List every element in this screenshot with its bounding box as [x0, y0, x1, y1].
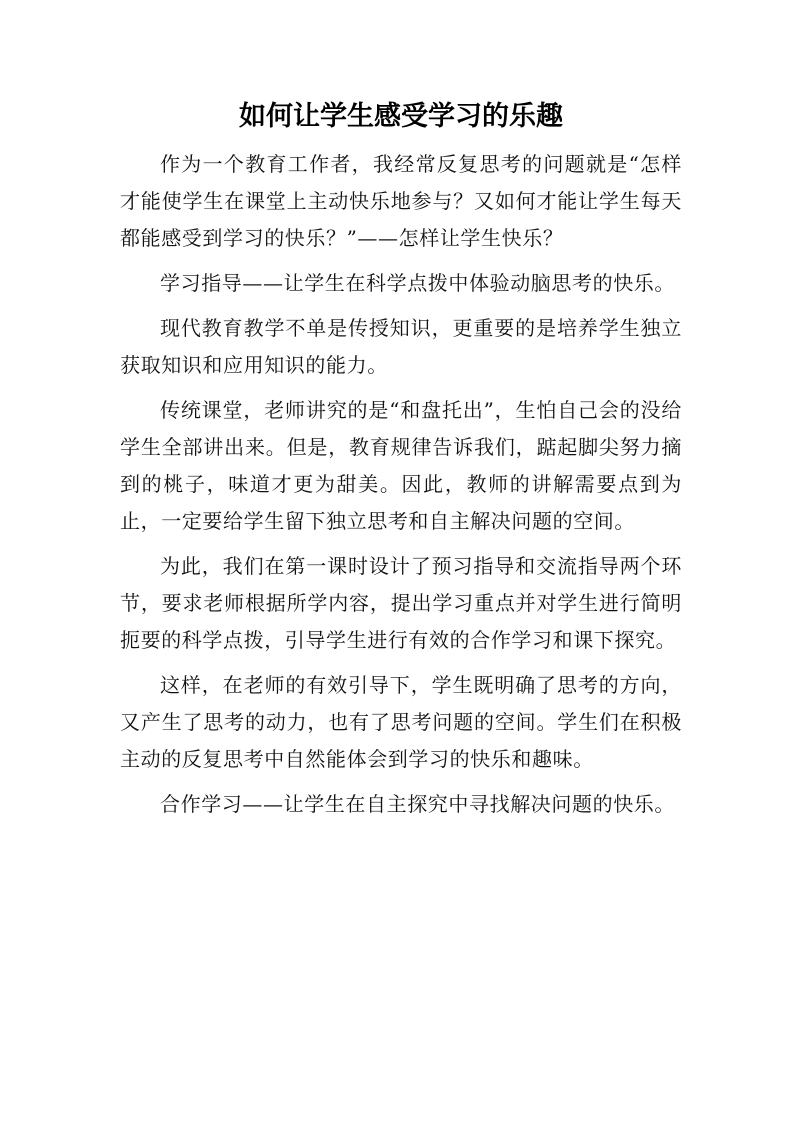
paragraph: 现代教育教学不单是传授知识，更重要的是培养学生独立获取知识和应用知识的能力。 [120, 316, 682, 377]
paragraph: 传统课堂，老师讲究的是“和盘托出”，生怕自己会的没给学生全部讲出来。但是，教育规律告诉我们，踮起脚尖努力摘到的桃子，味道才更为甜美。因此，教师的讲解需要点到为止，一定要给学生留下独立思考和自主解决问题的空间。 [120, 398, 682, 533]
paragraph: 学习指导——让学生在科学点拨中体验动脑思考的快乐。 [160, 271, 675, 295]
paragraph: 合作学习——让学生在自主探究中寻找解决问题的快乐。 [160, 792, 675, 816]
paragraph: 为此，我们在第一课时设计了预习指导和交流指导两个环节，要求老师根据所学内容，提出学习重点并对学生进行简明扼要的科学点拨，引导学生进行有效的合作学习和课下探究。 [120, 554, 682, 652]
document-title: 如何让学生感受学习的乐趣 [239, 101, 563, 132]
document-content [120, 92, 682, 831]
paragraph: 作为一个教育工作者，我经常反复思考的问题就是“怎样才能使学生在课堂上主动快乐地参与？又如何才能让学生每天都能感受到学习的快乐？”——怎样让学生快乐？ [120, 152, 682, 250]
paragraph: 这样，在老师的有效引导下，学生既明确了思考的方向，又产生了思考的动力，也有了思考问题的空间。学生们在积极主动的反复思考中自然能体会到学习的快乐和趣味。 [120, 673, 682, 771]
